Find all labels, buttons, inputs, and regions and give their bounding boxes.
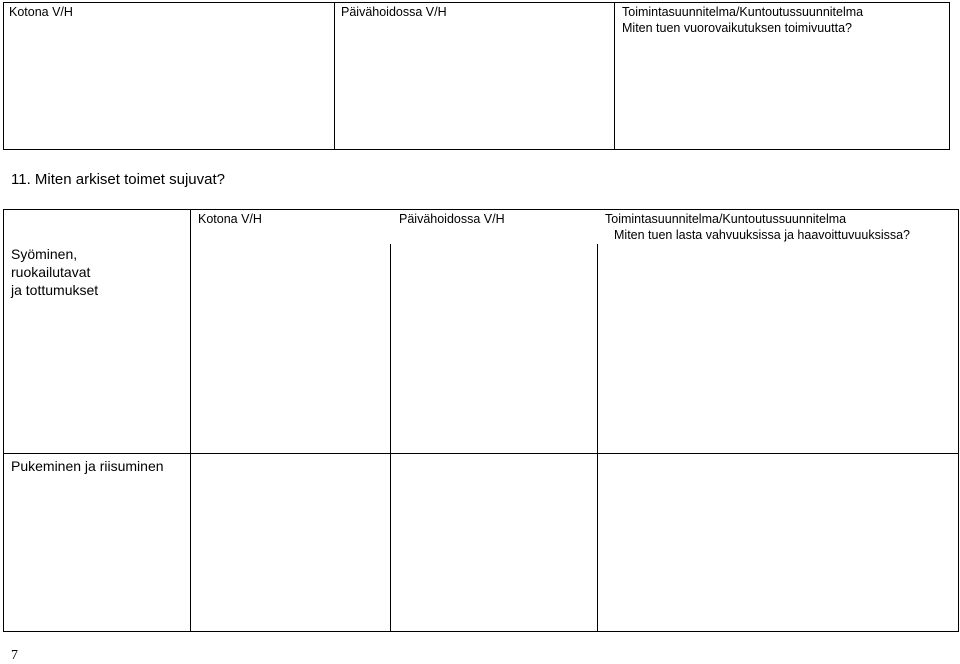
row-label-eating: Syöminen, ruokailutavat ja tottumukset xyxy=(11,246,99,298)
table-top-border xyxy=(3,209,959,210)
plan-column-header: Toimintasuunnitelma/Kuntoutussuunnitelma xyxy=(605,212,847,226)
plan-column-question: Miten tuen vuorovaikutuksen toimivuutta? xyxy=(622,21,852,35)
home-column-divider xyxy=(390,244,391,632)
daycare-column-header: Päivähoidossa V/H xyxy=(341,5,447,19)
section-heading: 11. Miten arkiset toimet sujuvat? xyxy=(11,171,225,188)
page-number: 7 xyxy=(11,648,18,663)
home-column xyxy=(4,3,335,149)
label-column-divider xyxy=(190,209,191,632)
home-column-header: Kotona V/H xyxy=(9,5,73,19)
plan-column-question: Miten tuen lasta vahvuuksissa ja haavoittuvuuksissa? xyxy=(614,228,910,242)
home-column-header: Kotona V/H xyxy=(198,212,262,226)
table-row-divider xyxy=(3,453,959,454)
table-bottom-border xyxy=(3,631,959,632)
daycare-column xyxy=(335,3,615,149)
table-left-border xyxy=(3,209,4,632)
table-right-border xyxy=(958,209,959,632)
row-label-dressing: Pukeminen ja riisuminen xyxy=(11,458,164,474)
daycare-column-divider xyxy=(597,244,598,632)
daycare-column-header: Päivähoidossa V/H xyxy=(399,212,505,226)
plan-column-header: Toimintasuunnitelma/Kuntoutussuunnitelma xyxy=(622,5,864,19)
